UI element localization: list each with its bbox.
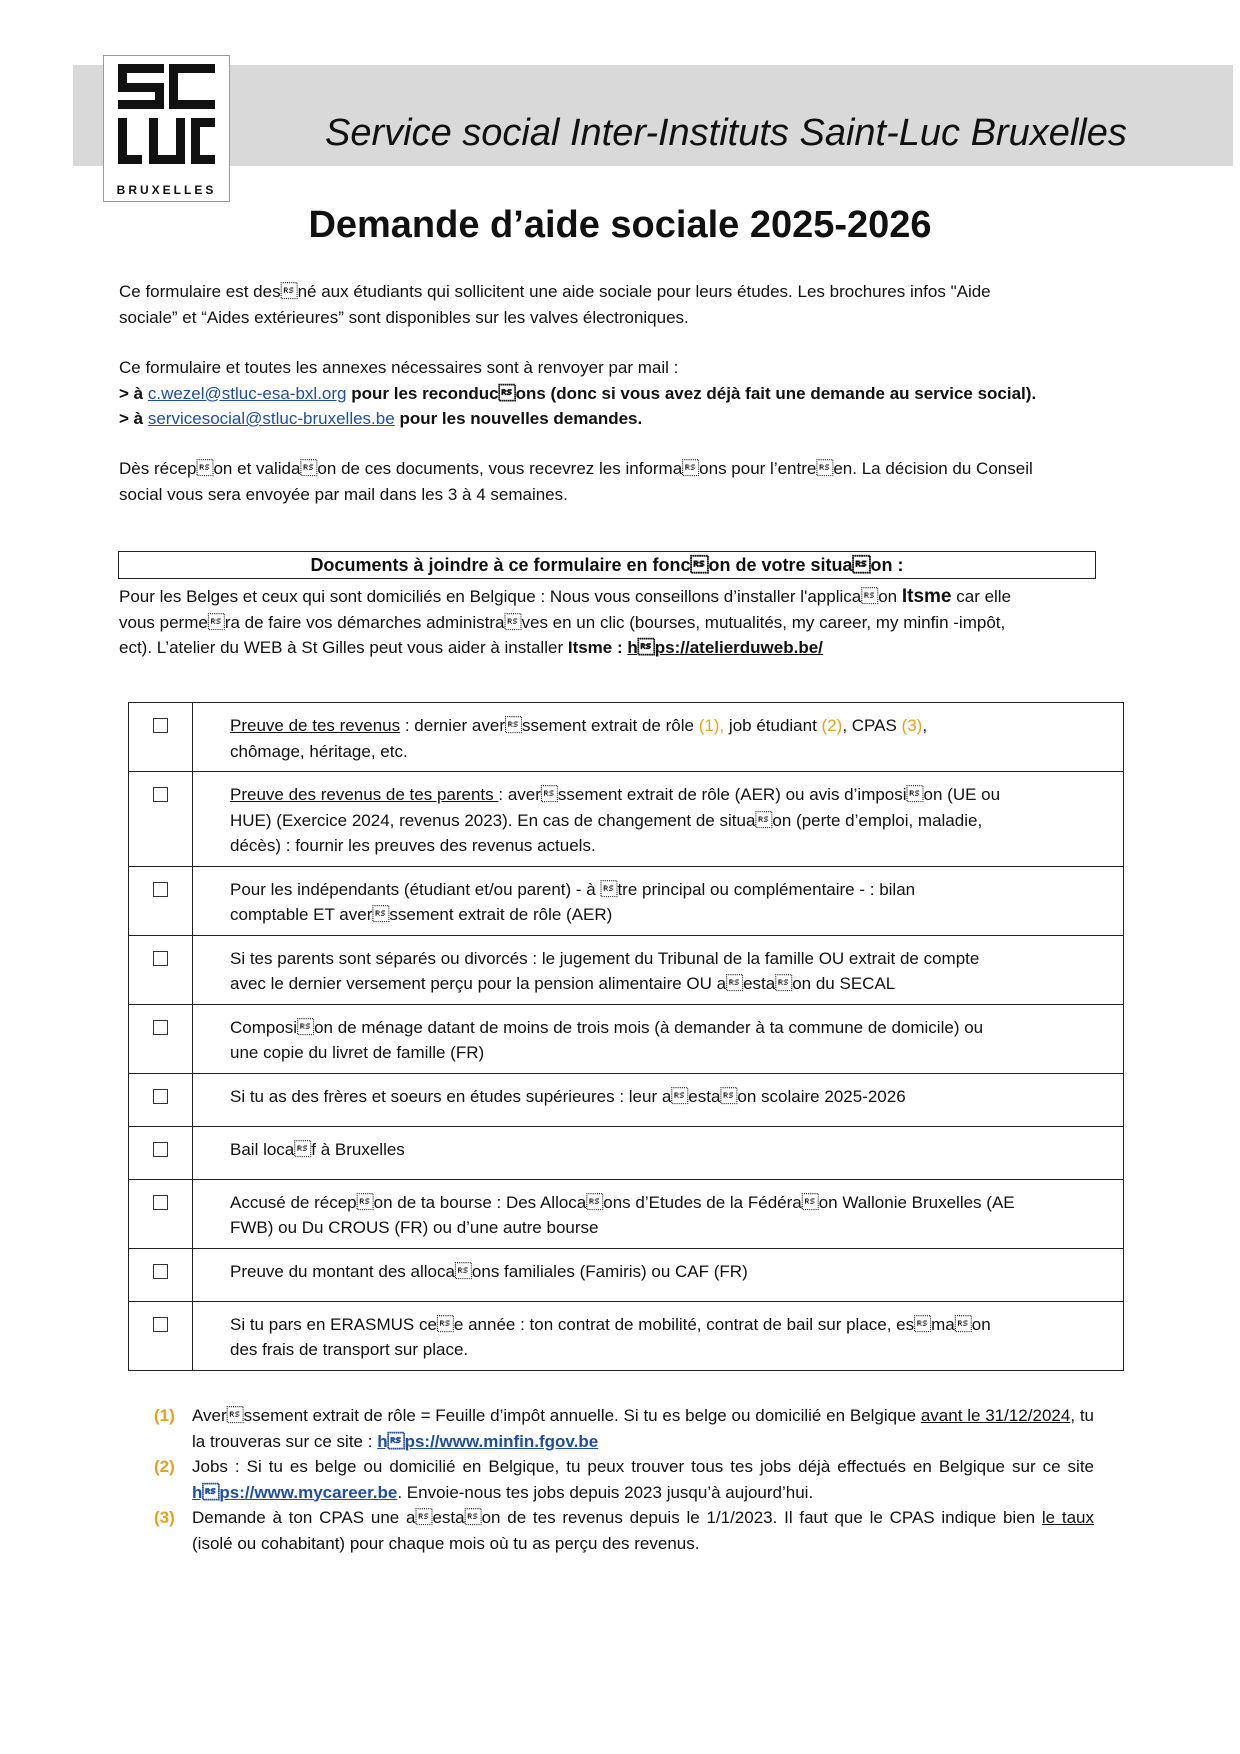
item-line-1: Si tes parents sont séparés ou divorcés : le jugement du Tribunal de la famille OU extrait de compte (230, 948, 980, 968)
logo-caption: BRUXELLES (116, 183, 217, 197)
item-text: , CPAS (842, 716, 902, 735)
checkbox-siblings[interactable] (153, 1089, 168, 1104)
footnote-number: (3) (154, 1508, 175, 1527)
footnote-body (192, 1454, 1094, 1505)
checklist-row (129, 1126, 1124, 1179)
checkbox-family-allowance[interactable] (153, 1264, 168, 1279)
item-line-3: décès) : fournir les preuves des revenus actuels. (230, 836, 596, 855)
footnote-text: Jobs : Si tu es belge ou domicilié en Belgique, tu peux trouver tous tes jobs déjà effectués en Belgique sur ce site (192, 1457, 1094, 1476)
item-title: Preuve de tes revenus (230, 716, 401, 735)
checklist-row (129, 1004, 1124, 1073)
documents-line-3a: ect). L’atelier du WEB à St Gilles peut vous aider à installer (119, 638, 564, 657)
send-prefix: > à (119, 383, 144, 403)
intro-line-2: sociale” et “Aides extérieures” sont disponibles sur les valves électroniques. (119, 307, 689, 327)
item-line-2: des frais de transport sur place. (230, 1340, 469, 1359)
footnote-2 (154, 1454, 1094, 1505)
item-text: : dernier aver ssement extrait de rôle (400, 716, 699, 735)
checkbox-parents-income[interactable] (153, 787, 168, 802)
checkbox-cell (129, 772, 193, 867)
item-line-1: Preuve du montant des alloca ons familiales (Famiris) ou CAF (FR) (230, 1261, 748, 1281)
itsme-label: Itsme (901, 586, 952, 607)
checkbox-cell (129, 935, 193, 1004)
minfin-link[interactable]: h ps://www.minfin.fgov.be (377, 1431, 599, 1451)
checkbox-separated-parents[interactable] (153, 951, 168, 966)
document-title: Demande d’aide sociale 2025-2026 (308, 204, 932, 246)
footnote-number: (2) (154, 1457, 175, 1476)
item-line-2: FWB) ou Du CROUS (FR) ou d’une autre bourse (230, 1218, 599, 1237)
send-line-renewals (119, 381, 1036, 407)
footnote-1 (154, 1403, 1094, 1454)
stluc-logo (103, 55, 230, 202)
item-line-2: comptable ET aver ssement extrait de rôle (AER) (230, 905, 613, 924)
checkbox-self-employed[interactable] (153, 882, 168, 897)
footnote-body (192, 1505, 1094, 1556)
footnote-underlined: avant le 31/12/2024 (920, 1406, 1071, 1425)
atelier-web-link[interactable]: h ps://atelierduweb.be/ (627, 638, 823, 657)
item-title: Preuve des revenus de tes parents (230, 785, 499, 804)
item-text: job étudiant (724, 716, 822, 735)
item-line-1: Pour les indépendants (étudiant et/ou parent) - à tre principal ou complémentaire - : bilan (230, 879, 916, 899)
checklist-item-self-employed (193, 866, 1124, 935)
checkbox-cell (129, 1004, 193, 1073)
checklist-row (129, 935, 1124, 1004)
checkbox-cell (129, 1301, 193, 1370)
reception-paragraph (119, 456, 1033, 507)
checkbox-cell (129, 1248, 193, 1301)
itsme-label-2: Itsme : (567, 638, 623, 657)
checklist-row (129, 866, 1124, 935)
item-line-2: chômage, héritage, etc. (230, 741, 408, 761)
documents-line-1 (119, 584, 1011, 610)
footnote-text: (isolé ou cohabitant) pour chaque mois où tu as perçu des revenus. (192, 1533, 700, 1553)
checkbox-erasmus[interactable] (153, 1317, 168, 1332)
footnote-text: Aver ssement extrait de rôle = Feuille d’impôt annuelle. Si tu es belge ou domicilié en Belgique (192, 1406, 921, 1425)
footnote-body (192, 1403, 1094, 1454)
intro-paragraph (119, 279, 991, 330)
send-line-new (119, 406, 1036, 432)
footnote-ref-3: (3) (901, 716, 923, 735)
mycareer-link[interactable]: h ps://www.mycareer.be (192, 1482, 398, 1502)
checklist-item-separated-parents (193, 935, 1124, 1004)
checkbox-income-proof[interactable] (153, 718, 168, 733)
checklist-row (129, 1248, 1124, 1301)
documents-line-2: vous perme ra de faire vos démarches administra ves en un clic (bourses, mutualités, my career, my minfin -impôt, (119, 612, 1006, 632)
footnote-text: . Envoie-nous tes jobs depuis 2023 jusqu’à aujourd’hui. (397, 1482, 814, 1502)
checklist-row (129, 1301, 1124, 1370)
checkbox-cell (129, 1073, 193, 1126)
documents-heading: Documents à joindre à ce formulaire en fonc on de votre situa on : (118, 551, 1096, 579)
footnote-3 (154, 1505, 1094, 1556)
send-text-new: pour les nouvelles demandes. (399, 409, 643, 428)
checklist-item-siblings (193, 1073, 1124, 1126)
reception-line-2: social vous sera envoyée par mail dans les 3 à 4 semaines. (119, 484, 568, 504)
checklist-item-household (193, 1004, 1124, 1073)
send-text-renewals: pour les reconduc ons (donc si vous avez déjà fait une demande au service social). (351, 383, 1037, 403)
documents-checklist (128, 702, 1124, 1371)
item-line-1: Si tu as des frères et soeurs en études supérieures : leur a esta on scolaire 2025-2026 (230, 1086, 906, 1106)
email-link-new[interactable]: servicesocial@stluc-bruxelles.be (147, 409, 395, 428)
item-line-2: une copie du livret de famille (FR) (230, 1043, 485, 1062)
send-prefix: > à (119, 409, 144, 428)
documents-line-1b: car elle (956, 587, 1012, 606)
service-title: Service social Inter-Instituts Saint-Luc Bruxelles (325, 112, 1127, 154)
item-line-2: HUE) (Exercice 2024, revenus 2023). En cas de changement de situa on (perte d’emploi, maladie, (230, 810, 983, 830)
item-line-1: Si tu pars en ERASMUS ce e année : ton contrat de mobilité, contrat de bail sur place, es ma on (230, 1314, 991, 1334)
checkbox-cell (129, 703, 193, 772)
footnote-text: Demande à ton CPAS une a esta on de tes revenus depuis le 1/1/2023. Il faut que le CPAS indique bien (192, 1508, 1042, 1527)
item-line-2: avec le dernier versement perçu pour la pension alimentaire OU a esta on du SECAL (230, 974, 896, 993)
checkbox-scholarship[interactable] (153, 1195, 168, 1210)
checkbox-cell (129, 866, 193, 935)
footnote-ref-1: (1), (698, 716, 725, 735)
send-lead: Ce formulaire et toutes les annexes nécessaires sont à renvoyer par mail : (119, 358, 679, 377)
email-link-renewals[interactable]: c.wezel@stluc-esa-bxl.org (147, 383, 347, 403)
checkbox-cell (129, 1126, 193, 1179)
checklist-row (129, 1179, 1124, 1248)
checklist-item-erasmus (193, 1301, 1124, 1370)
checklist-item-income (193, 703, 1124, 772)
item-line-1: Bail loca f à Bruxelles (230, 1139, 405, 1159)
checklist-row (129, 772, 1124, 867)
stluc-logo-mark (104, 56, 229, 181)
item-line-1: Composi on de ménage datant de moins de trois mois (à demander à ta commune de domicile) ou (230, 1017, 984, 1037)
checklist-row (129, 703, 1124, 772)
send-instructions (119, 355, 1036, 432)
checkbox-household[interactable] (153, 1020, 168, 1035)
checklist-item-parents-income (193, 772, 1124, 867)
checkbox-cell (129, 1179, 193, 1248)
checklist-item-scholarship (193, 1179, 1124, 1248)
item-text: , (922, 716, 928, 735)
documents-line-1a: Pour les Belges et ceux qui sont domiciliés en Belgique : Nous vous conseillons d’installer l'applica on (119, 587, 898, 606)
checkbox-lease[interactable] (153, 1142, 168, 1157)
documents-intro (119, 584, 1011, 661)
footnote-text: , tu la trouveras sur ce site : (192, 1406, 1095, 1451)
documents-line-3 (119, 635, 1011, 661)
item-line-1: Accusé de récep on de ta bourse : Des Alloca ons d’Etudes de la Fédéra on Wallonie Bruxelles (AE (230, 1192, 1015, 1212)
item-text: : aver ssement extrait de rôle (AER) ou avis d’imposi on (UE ou (498, 785, 1001, 804)
footnote-underlined: le taux (1041, 1508, 1094, 1527)
checklist-row (129, 1073, 1124, 1126)
footnote-number: (1) (154, 1406, 175, 1425)
intro-line-1: Ce formulaire est des né aux étudiants qui sollicitent une aide sociale pour leurs études. Les brochures infos "Aide (119, 282, 991, 301)
reception-line-1: Dès récep on et valida on de ces documents, vous recevrez les informa ons pour l’entre en. La décision du Conseil (119, 459, 1033, 478)
checklist-item-family-allowance (193, 1248, 1124, 1301)
checklist-item-lease (193, 1126, 1124, 1179)
footnote-ref-2: (2) (821, 716, 843, 735)
